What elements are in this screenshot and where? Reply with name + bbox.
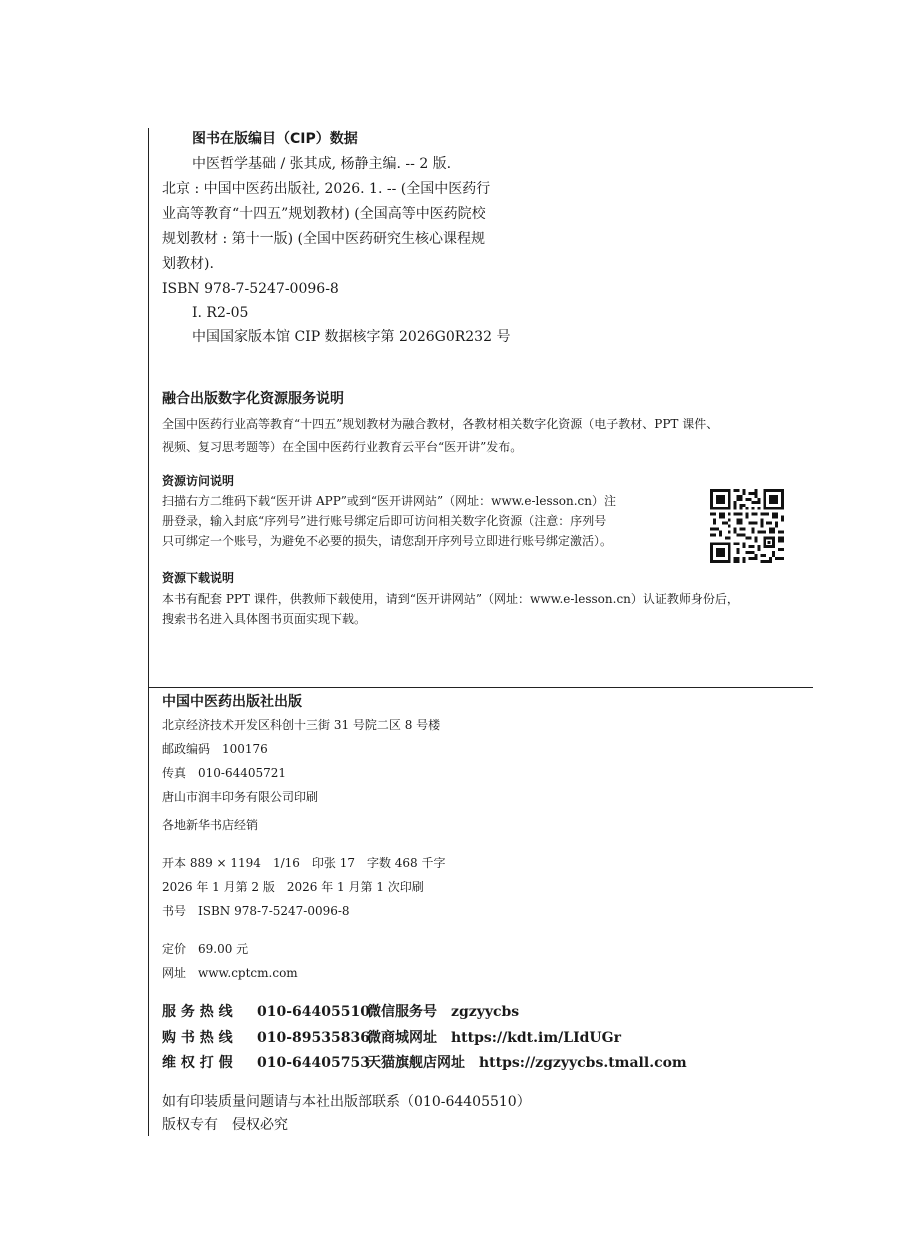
hotline-label: 维 权 打 假 [162,1055,233,1071]
hotline-channel: 微信服务号 [367,1004,437,1020]
book-format: 开本 889 × 1194 1/16 印张 17 字数 468 千字 [162,856,446,870]
access-line-3: 只可绑定一个账号，为避免不必要的损失，请您刮开序列号立即进行账号绑定激活）。 [162,534,613,548]
book-edition: 2026 年 1 月第 2 版 2026 年 1 月第 1 次印刷 [162,880,424,894]
access-line-2: 册登录，输入封底“序列号”进行账号绑定后即可访问相关数字化资源（注意：序列号 [162,514,607,528]
hotline-label: 购 书 热 线 [162,1030,233,1046]
hotline-value: https://kdt.im/LIdUGr [451,1030,621,1046]
left-margin-rule [148,128,149,1136]
access-title: 资源访问说明 [162,474,235,488]
digital-intro-1: 全国中医药行业高等教育“十四五”规划教材为融合教材，各教材相关数字化资源（电子教材、PPT 课件、 [162,417,719,431]
publisher-address: 北京经济技术开发区科创十三街 31 号院二区 8 号楼 [162,718,441,732]
book-price: 定价 69.00 元 [162,942,249,956]
cip-line-1: 中医哲学基础 / 张其成, 杨静主编. -- 2 版. [192,156,452,172]
hotline-channel: 微商城网址 [367,1030,437,1046]
quality-notice: 如有印装质量问题请与本社出版部联系（010-64405510） [162,1094,531,1110]
access-line-1: 扫描右方二维码下载“医开讲 APP”或到“医开讲网站”（网址：www.e-lesson.cn）注 [162,494,617,508]
cip-line-3: 业高等教育“十四五”规划教材) (全国高等中医药院校 [162,206,486,222]
publisher-distributor: 各地新华书店经销 [162,818,259,832]
book-isbn: 书号 ISBN 978-7-5247-0096-8 [162,904,350,918]
cip-title: 图书在版编目（CIP）数据 [192,131,358,147]
hotline-label: 服 务 热 线 [162,1004,233,1020]
publisher-name: 中国中医药出版社出版 [162,694,302,710]
qr-code-icon [710,489,784,563]
hotline-anticounterfeit [162,1055,687,1071]
digital-title: 融合出版数字化资源服务说明 [162,391,344,407]
hotline-value: https://zgzyycbs.tmall.com [479,1055,687,1071]
hotline-phone: 010-89535836 [257,1030,370,1046]
cip-classification: Ⅰ. R2-05 [192,305,249,321]
digital-intro-2: 视频、复习思考题等）在全国中医药行业教育云平台“医开讲”发布。 [162,440,523,454]
download-line-2: 搜索书名进入具体图书页面实现下载。 [162,612,367,626]
cip-record-number: 中国国家版本馆 CIP 数据核字第 2026G0R232 号 [192,329,511,345]
publisher-fax: 传真 010-64405721 [162,766,287,780]
download-title: 资源下载说明 [162,571,235,585]
hotline-phone: 010-64405510 [257,1004,370,1020]
hotline-purchase [162,1030,621,1046]
copyright-notice: 版权专有 侵权必究 [162,1117,288,1133]
hotline-channel: 天猫旗舰店网址 [367,1055,465,1071]
publisher-divider [148,687,813,688]
cip-line-4: 规划教材 : 第十一版) (全国中医药研究生核心课程规 [162,231,485,247]
hotline-phone: 010-64405753 [257,1055,370,1071]
cip-isbn: ISBN 978-7-5247-0096-8 [162,281,339,297]
hotline-service [162,1004,519,1020]
download-line-1: 本书有配套 PPT 课件，供教师下载使用，请到“医开讲网站”（网址：www.e-lesson.cn）认证教师身份后， [162,592,739,606]
publisher-printer: 唐山市润丰印务有限公司印刷 [162,790,319,804]
publisher-postcode: 邮政编码 100176 [162,742,268,756]
hotline-value: zgzyycbs [451,1004,520,1020]
cip-line-5: 划教材). [162,256,214,272]
cip-line-2: 北京 : 中国中医药出版社, 2026. 1. -- (全国中医药行 [162,181,491,197]
publisher-website: 网址 www.cptcm.com [162,966,298,980]
